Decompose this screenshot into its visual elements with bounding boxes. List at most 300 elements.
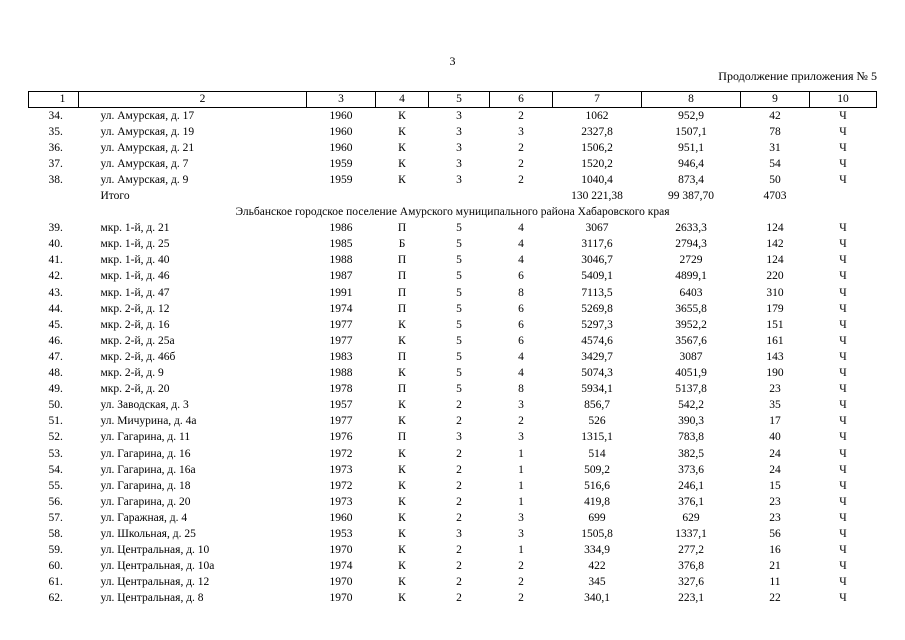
table-row — [29, 301, 877, 317]
table-cell: 3 — [456, 157, 462, 170]
table-row — [29, 172, 877, 188]
table-cell: Ч — [839, 125, 847, 138]
table-cell: К — [398, 173, 406, 186]
table-cell: П — [397, 222, 407, 235]
table-cell: 7 — [553, 92, 642, 108]
table-cell: 5409,1 — [581, 270, 613, 283]
table-row — [29, 221, 877, 237]
table-cell: 2 — [518, 173, 524, 186]
table-cell: 99 387,70 — [668, 190, 714, 203]
table-cell: Ч — [839, 173, 847, 186]
table-row — [29, 591, 877, 607]
table-cell: К — [398, 495, 406, 508]
section-title: Эльбанское городское поселение Амурского муниципального района Хабаровского края — [235, 206, 670, 219]
table-cell: 8 — [518, 286, 524, 299]
table-cell: Ч — [839, 157, 847, 170]
table-cell: 3117,6 — [581, 238, 613, 251]
table-cell: 1970 — [329, 592, 353, 605]
table-cell: ул. Амурская, д. 7 — [100, 157, 189, 170]
table-cell: 2 — [518, 141, 524, 154]
table-cell: мкр. 2-й, д. 16 — [100, 318, 170, 331]
table-cell: 35 — [769, 399, 781, 412]
table-cell: 1977 — [329, 334, 353, 347]
table-cell: 2 — [456, 511, 462, 524]
table-cell: Ч — [839, 495, 847, 508]
table-cell: 4574,6 — [581, 334, 613, 347]
table-cell: 37. — [48, 157, 63, 170]
table-cell: Ч — [839, 350, 847, 363]
table-cell: 31 — [769, 141, 781, 154]
table-cell: 345 — [588, 576, 606, 589]
table-cell: П — [397, 286, 407, 299]
table-row — [29, 253, 877, 269]
table-cell: 23 — [769, 383, 781, 396]
table-row — [29, 478, 877, 494]
table-cell: 1507,1 — [675, 125, 707, 138]
table-cell: 5269,8 — [581, 302, 613, 315]
table-cell: Ч — [839, 383, 847, 396]
table-cell: 1988 — [329, 367, 353, 380]
table-cell: 179 — [766, 302, 784, 315]
table-cell: 2 — [518, 592, 524, 605]
table-cell: К — [398, 479, 406, 492]
table-cell: 5 — [456, 222, 462, 235]
table-cell: 3 — [518, 511, 524, 524]
table-cell: 220 — [766, 270, 784, 283]
table-cell: мкр. 2-й, д. 20 — [100, 383, 170, 396]
table-cell: 38. — [48, 173, 63, 186]
table-row — [29, 510, 877, 526]
table-cell: 40. — [48, 238, 63, 251]
table-row — [29, 269, 877, 285]
housing-table — [28, 91, 877, 607]
table-cell: ул. Центральная, д. 10а — [100, 560, 215, 573]
table-cell: 376,8 — [678, 560, 704, 573]
table-cell: 699 — [588, 511, 606, 524]
table-cell: 59. — [48, 544, 63, 557]
table-cell: мкр. 1-й, д. 46 — [100, 270, 170, 283]
table-cell — [307, 188, 376, 204]
table-cell: ул. Гагарина, д. 20 — [100, 495, 191, 508]
table-cell: ул. Центральная, д. 10 — [100, 544, 210, 557]
table-cell: 44. — [48, 302, 63, 315]
table-cell: 4 — [518, 254, 524, 267]
table-cell: 48. — [48, 367, 63, 380]
table-cell: 2 — [518, 576, 524, 589]
table-cell: 1985 — [329, 238, 353, 251]
table-cell: 1960 — [329, 511, 353, 524]
table-row — [29, 156, 877, 172]
table-cell: 334,9 — [584, 544, 610, 557]
table-cell: 5 — [456, 318, 462, 331]
table-cell: 246,1 — [678, 479, 704, 492]
table-cell: К — [398, 399, 406, 412]
table-cell: 2 — [456, 576, 462, 589]
table-cell: Ч — [839, 286, 847, 299]
table-cell: мкр. 1-й, д. 21 — [100, 222, 170, 235]
table-cell: 2 — [456, 415, 462, 428]
table-row — [29, 285, 877, 301]
table-row — [29, 543, 877, 559]
table-cell: 1953 — [329, 527, 353, 540]
table-cell: ул. Амурская, д. 9 — [100, 173, 189, 186]
table-cell: 3655,8 — [675, 302, 707, 315]
table-cell: 21 — [769, 560, 781, 573]
table-cell: 54 — [769, 157, 781, 170]
table-cell: 49. — [48, 383, 63, 396]
table-cell: 3 — [456, 431, 462, 444]
table-cell: К — [398, 125, 406, 138]
table-cell: 783,8 — [678, 431, 704, 444]
table-cell: Ч — [839, 544, 847, 557]
table-cell: 1974 — [329, 302, 353, 315]
table-cell: 5 — [456, 286, 462, 299]
table-cell: 1506,2 — [581, 141, 613, 154]
table-body — [29, 92, 877, 607]
table-cell: К — [398, 157, 406, 170]
table-cell: 4 — [518, 222, 524, 235]
table-cell: 11 — [769, 576, 781, 589]
table-cell: 390,3 — [678, 415, 704, 428]
table-row — [29, 446, 877, 462]
table-cell: 1315,1 — [581, 431, 613, 444]
table-cell: 3046,7 — [581, 254, 613, 267]
table-cell: 124 — [766, 222, 784, 235]
table-cell: 6 — [490, 92, 553, 108]
table-cell: 509,2 — [584, 463, 610, 476]
table-cell: 2633,3 — [675, 222, 707, 235]
table-cell: 2 — [456, 479, 462, 492]
table-cell: 5934,1 — [581, 383, 613, 396]
table-cell: 2 — [456, 592, 462, 605]
table-cell: 1505,8 — [581, 527, 613, 540]
table-cell: 3 — [518, 431, 524, 444]
table-cell: 54. — [48, 463, 63, 476]
table-cell: 5 — [429, 92, 490, 108]
table-row — [29, 494, 877, 510]
table-cell: 1977 — [329, 318, 353, 331]
table-cell: 629 — [682, 511, 700, 524]
table-cell: 1991 — [329, 286, 353, 299]
table-cell — [429, 188, 490, 204]
table-cell: 1970 — [329, 576, 353, 589]
table-row — [29, 317, 877, 333]
table-cell: П — [397, 350, 407, 363]
table-cell: 1973 — [329, 463, 353, 476]
table-cell: 1960 — [329, 125, 353, 138]
table-cell: 856,7 — [584, 399, 610, 412]
table-row — [29, 414, 877, 430]
table-cell: 45. — [48, 318, 63, 331]
table-cell: 1977 — [329, 415, 353, 428]
table-cell: 2 — [518, 415, 524, 428]
table-cell: 22 — [769, 592, 781, 605]
table-row — [29, 526, 877, 542]
table-cell: 1972 — [329, 479, 353, 492]
table-cell: 1959 — [329, 173, 353, 186]
table-cell: 419,8 — [584, 495, 610, 508]
table-cell: мкр. 2-й, д. 46б — [100, 350, 176, 363]
table-cell: 4051,9 — [675, 367, 707, 380]
table-cell: Б — [398, 238, 406, 251]
table-cell: 5 — [456, 302, 462, 315]
table-cell: 1 — [518, 479, 524, 492]
table-cell: 1520,2 — [581, 157, 613, 170]
table-row — [29, 237, 877, 253]
table-cell: 340,1 — [584, 592, 610, 605]
table-cell: 1988 — [329, 254, 353, 267]
table-cell: Ч — [839, 431, 847, 444]
table-cell: 61. — [48, 576, 63, 589]
table-cell: 57. — [48, 511, 63, 524]
table-row — [29, 559, 877, 575]
table-cell: 4 — [518, 350, 524, 363]
table-cell: мкр. 1-й, д. 25 — [100, 238, 170, 251]
table-cell: 1986 — [329, 222, 353, 235]
table-cell: Ч — [839, 367, 847, 380]
table-cell: 41. — [48, 254, 63, 267]
table-cell: К — [398, 334, 406, 347]
table-cell: 1 — [29, 92, 79, 108]
table-cell: К — [398, 592, 406, 605]
table-cell: 2 — [518, 157, 524, 170]
table-cell: Ч — [839, 463, 847, 476]
table-cell: ул. Амурская, д. 21 — [100, 141, 195, 154]
table-cell: 3 — [456, 141, 462, 154]
table-cell: 58. — [48, 527, 63, 540]
table-cell: ул. Заводская, д. 3 — [100, 399, 189, 412]
table-cell: 17 — [769, 415, 781, 428]
table-cell: 2 — [79, 92, 307, 108]
table-cell: 35. — [48, 125, 63, 138]
table-cell: 53. — [48, 447, 63, 460]
table-cell: 382,5 — [678, 447, 704, 460]
table-cell: 7113,5 — [581, 286, 613, 299]
table-cell: Ч — [839, 560, 847, 573]
table-cell: Ч — [839, 254, 847, 267]
table-cell: П — [397, 254, 407, 267]
table-cell: 47. — [48, 350, 63, 363]
table-cell: Ч — [839, 141, 847, 154]
table-cell: 4703 — [763, 190, 787, 203]
table-cell: Ч — [839, 399, 847, 412]
table-cell: 52. — [48, 431, 63, 444]
table-cell: 6 — [518, 270, 524, 283]
table-cell: 5074,3 — [581, 367, 613, 380]
table-cell: 5 — [456, 334, 462, 347]
table-cell: 124 — [766, 254, 784, 267]
table-cell: Ч — [839, 109, 847, 122]
page-number: 3 — [449, 54, 456, 68]
table-cell: 78 — [769, 125, 781, 138]
table-cell: 23 — [769, 495, 781, 508]
table-cell: 10 — [810, 92, 877, 108]
table-cell: 223,1 — [678, 592, 704, 605]
table-cell: мкр. 1-й, д. 40 — [100, 254, 170, 267]
table-row — [29, 140, 877, 156]
table-cell: 1983 — [329, 350, 353, 363]
table-cell: 1973 — [329, 495, 353, 508]
table-cell: 3 — [518, 527, 524, 540]
table-cell: 161 — [766, 334, 784, 347]
table-cell: 3 — [456, 173, 462, 186]
table-cell: К — [398, 527, 406, 540]
table-cell: 6403 — [679, 286, 703, 299]
table-cell: 3429,7 — [581, 350, 613, 363]
table-cell: 4899,1 — [675, 270, 707, 283]
table-cell: Ч — [839, 527, 847, 540]
table-cell: 3 — [456, 527, 462, 540]
table-cell: П — [397, 431, 407, 444]
table-cell: ул. Амурская, д. 19 — [100, 125, 195, 138]
column-number-row — [29, 92, 877, 108]
table-cell: 2 — [456, 544, 462, 557]
table-cell — [490, 188, 553, 204]
table-cell: 2 — [518, 560, 524, 573]
table-cell: 143 — [766, 350, 784, 363]
table-cell: К — [398, 560, 406, 573]
table-cell: 5297,3 — [581, 318, 613, 331]
table-cell: 373,6 — [678, 463, 704, 476]
table-row — [29, 462, 877, 478]
table-cell: 56 — [769, 527, 781, 540]
table-cell: К — [398, 415, 406, 428]
table-cell: ул. Центральная, д. 8 — [100, 592, 204, 605]
table-cell: 422 — [588, 560, 606, 573]
table-cell: ул. Амурская, д. 17 — [100, 109, 195, 122]
table-row — [29, 124, 877, 140]
continuation-title: Продолжение приложения № 5 — [718, 69, 877, 83]
table-cell: Итого — [100, 190, 130, 203]
table-row — [29, 108, 877, 125]
table-cell: К — [398, 576, 406, 589]
table-cell: 2327,8 — [581, 125, 613, 138]
table-cell: 34. — [48, 109, 63, 122]
table-cell: К — [398, 463, 406, 476]
table-cell: 50. — [48, 399, 63, 412]
table-cell: Ч — [839, 334, 847, 347]
total-row — [29, 188, 877, 204]
table-cell: 5 — [456, 367, 462, 380]
table-cell: мкр. 2-й, д. 12 — [100, 302, 170, 315]
table-cell: Ч — [839, 415, 847, 428]
table-cell: К — [398, 511, 406, 524]
table-cell: 36. — [48, 141, 63, 154]
table-cell: мкр. 2-й, д. 9 — [100, 367, 164, 380]
table-row — [29, 398, 877, 414]
table-cell: ул. Гагарина, д. 11 — [100, 431, 191, 444]
table-cell: Ч — [839, 270, 847, 283]
table-cell: Ч — [839, 592, 847, 605]
table-cell: 16 — [769, 544, 781, 557]
table-cell: Ч — [839, 238, 847, 251]
table-cell: 56. — [48, 495, 63, 508]
table-cell: 5 — [456, 270, 462, 283]
table-cell: 327,6 — [678, 576, 704, 589]
table-cell: 62. — [48, 592, 63, 605]
table-cell: 39. — [48, 222, 63, 235]
table-cell: мкр. 1-й, д. 47 — [100, 286, 170, 299]
table-cell — [376, 188, 429, 204]
table-cell: 8 — [518, 383, 524, 396]
table-cell: 1970 — [329, 544, 353, 557]
table-cell: 3 — [518, 399, 524, 412]
table-cell: 151 — [766, 318, 784, 331]
table-cell: 9 — [741, 92, 810, 108]
table-cell: 23 — [769, 511, 781, 524]
table-cell: мкр. 2-й, д. 25а — [100, 334, 175, 347]
table-cell: 43. — [48, 286, 63, 299]
table-cell: 24 — [769, 463, 781, 476]
table-cell: 2 — [456, 447, 462, 460]
table-cell: К — [398, 367, 406, 380]
table-cell: Ч — [839, 318, 847, 331]
table-row — [29, 366, 877, 382]
table-cell: 310 — [766, 286, 784, 299]
table-cell: 3087 — [679, 350, 703, 363]
table-cell: 60. — [48, 560, 63, 573]
table-cell: 1974 — [329, 560, 353, 573]
table-cell: К — [398, 141, 406, 154]
table-cell: 2794,3 — [675, 238, 707, 251]
table-cell: 8 — [642, 92, 741, 108]
table-cell: 2 — [456, 495, 462, 508]
table-cell: ул. Гаражная, д. 4 — [100, 511, 188, 524]
table-cell: 873,4 — [678, 173, 704, 186]
table-cell: 2 — [456, 399, 462, 412]
table-cell: 5 — [456, 254, 462, 267]
table-cell — [29, 188, 79, 204]
table-cell: 40 — [769, 431, 781, 444]
table-cell: 130 221,38 — [571, 190, 623, 203]
table-cell: 5137,8 — [675, 383, 707, 396]
table-cell: 142 — [766, 238, 784, 251]
table-cell: К — [398, 109, 406, 122]
table-row — [29, 575, 877, 591]
table-cell: 4 — [518, 238, 524, 251]
table-cell: 5 — [456, 350, 462, 363]
table-cell: 24 — [769, 447, 781, 460]
table-cell: 1978 — [329, 383, 353, 396]
table-cell: 55. — [48, 479, 63, 492]
table-cell: 3 — [518, 125, 524, 138]
table-cell: 3 — [456, 125, 462, 138]
table-cell: 526 — [588, 415, 606, 428]
table-cell: 4 — [376, 92, 429, 108]
table-cell: 1987 — [329, 270, 353, 283]
table-cell: 952,9 — [678, 109, 704, 122]
table-cell: ул. Гагарина, д. 16а — [100, 463, 196, 476]
table-cell: 6 — [518, 318, 524, 331]
table-cell: 2 — [518, 109, 524, 122]
table-cell: П — [397, 302, 407, 315]
table-cell: ул. Гагарина, д. 18 — [100, 479, 191, 492]
table-cell: 1960 — [329, 141, 353, 154]
table-cell: К — [398, 447, 406, 460]
table-cell: 1976 — [329, 431, 353, 444]
table-cell: 1 — [518, 544, 524, 557]
table-cell: 951,1 — [678, 141, 704, 154]
table-cell: 3067 — [585, 222, 609, 235]
table-cell: 6 — [518, 334, 524, 347]
table-cell: 1 — [518, 463, 524, 476]
table-cell: К — [398, 318, 406, 331]
table-cell: Ч — [839, 576, 847, 589]
table-row — [29, 430, 877, 446]
table-cell: Ч — [839, 511, 847, 524]
table-cell: 516,6 — [584, 479, 610, 492]
table-cell: 6 — [518, 302, 524, 315]
